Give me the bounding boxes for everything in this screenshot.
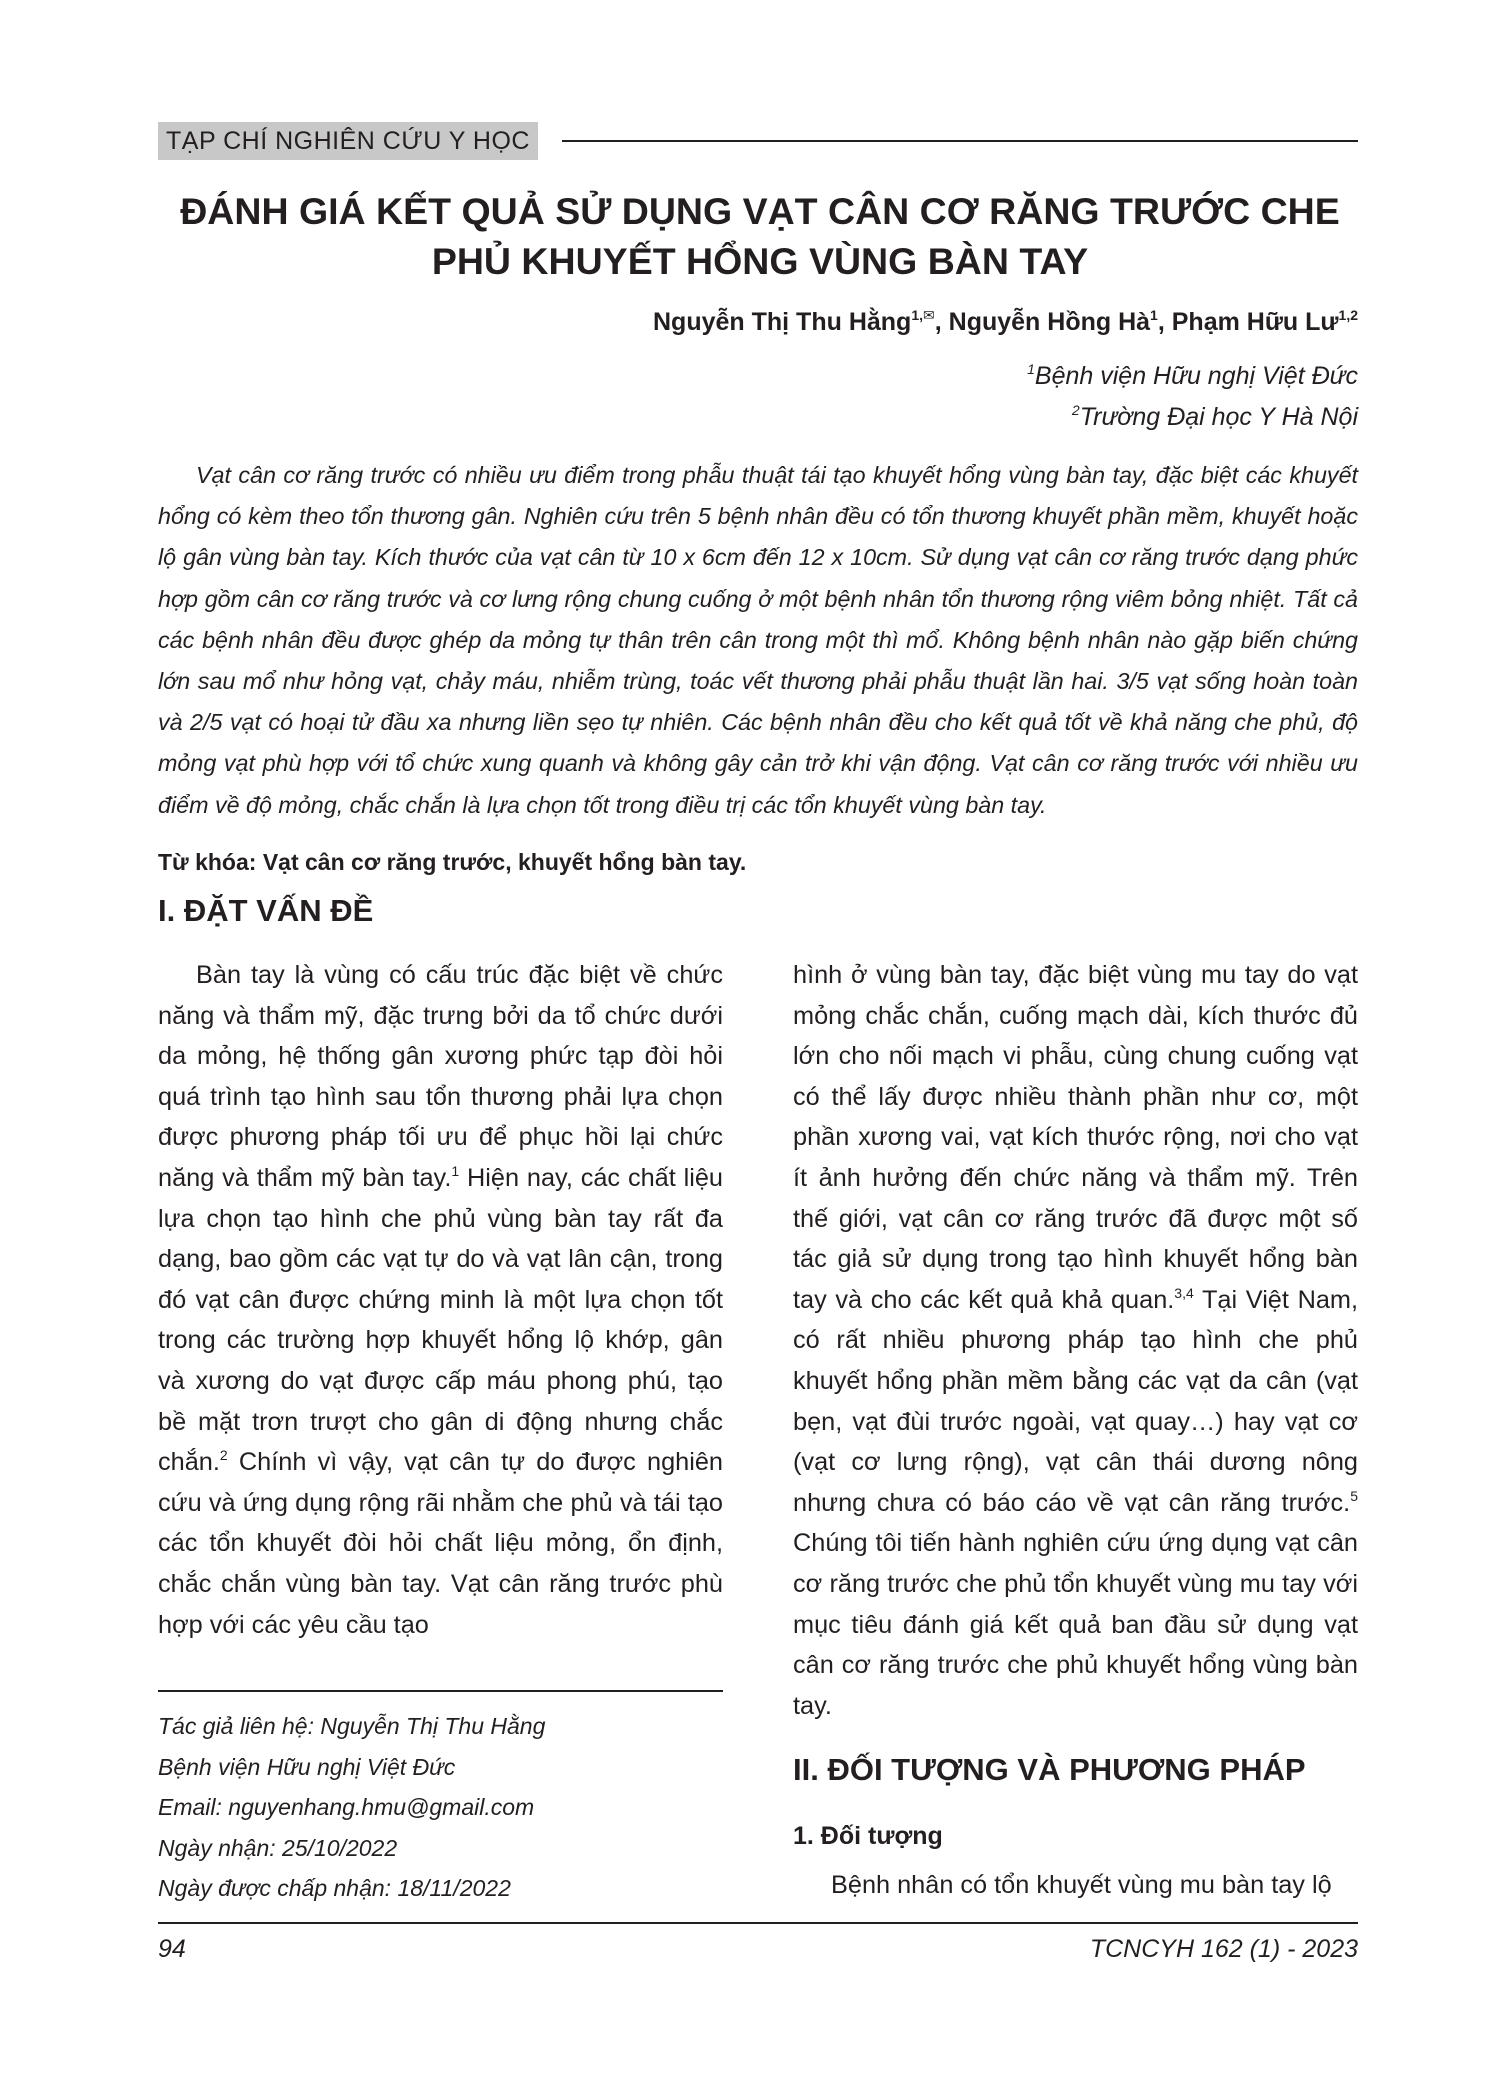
left-column-text [158, 955, 723, 1645]
author-name: Nguyễn Thị Thu Hằng [653, 308, 912, 336]
title-line-1: ĐÁNH GIÁ KẾT QUẢ SỬ DỤNG VẠT CÂN CƠ RĂNG TRƯỚC CHE [180, 190, 1340, 232]
section-heading-introduction: I. ĐẶT VẤN ĐỀ [158, 893, 374, 928]
citation-mark: 3,4 [1174, 1284, 1194, 1301]
journal-name: TẠP CHÍ NGHIÊN CỨU Y HỌC [158, 122, 538, 160]
author-list [653, 307, 1358, 337]
footnote-line: Ngày nhận: 25/10/2022 [158, 1834, 398, 1861]
header-rule [562, 140, 1358, 142]
abstract: Vạt cân cơ răng trước có nhiều ưu điểm trong phẫu thuật tái tạo khuyết hổng vùng bàn tay, đặc biệt các khuyết hổng có kèm theo tổn thương gân. Nghiên cứu trên 5 bệnh nhân đều có tổn thương khuyết phần mềm, khuyết hoặc lộ gân vùng bàn tay. Kích thước của vạt cân từ 10 x 6cm đến 12 x 10cm. Sử dụng vạt cân cơ răng trước dạng phức hợp gồm cân cơ răng trước và cơ lưng rộng chung cuống ở một bệnh nhân tổn thương rộng viêm bỏng nhiệt. Tất cả các bệnh nhân đều được ghép da mỏng tự thân trên cân trong một thì mổ. Không bệnh nhân nào gặp biến chứng lớn sau mổ như hỏng vạt, chảy máu, nhiễm trùng, toác vết thương phải phẫu thuật lần hai. 3/5 vạt sống hoàn toàn và 2/5 vạt có hoại tử đầu xa nhưng liền sẹo tự nhiên. Các bệnh nhân đều cho kết quả tốt về khả năng che phủ, độ mỏng vạt phù hợp với tổ chức xung quanh và không gây cản trở khi vận động. Vạt cân cơ răng trước với nhiều ưu điểm về độ mỏng, chắc chắn là lựa chọn tốt trong điều trị các tổn khuyết vùng bàn tay. [158, 462, 1358, 818]
affiliation-mark: 1 [1027, 361, 1035, 377]
title-line-2: PHỦ KHUYẾT HỔNG VÙNG BÀN TAY [431, 240, 1089, 282]
section-heading-methods: II. ĐỐI TƯỢNG VÀ PHƯƠNG PHÁP [793, 1752, 1306, 1787]
paragraph-text: Bàn tay là vùng có cấu trúc đặc biệt về chức năng và thẩm mỹ, đặc trưng bởi da tổ chức dưới da mỏng, hệ thống gân xương phức tạp đòi hỏi quá trình tạo hình sau tổn thương phải lựa chọn được phương pháp tối ưu để phục hồi lại chức năng và thẩm mỹ bàn tay. [158, 961, 723, 1192]
affiliation-mark: 2 [1071, 402, 1080, 418]
affiliation-1 [1027, 361, 1358, 391]
author-name: Nguyễn Hồng Hà [948, 308, 1151, 336]
author-affiliation-mark: 1,✉ [911, 307, 935, 323]
right-column-text [793, 955, 1358, 1726]
paragraph-text: Hiện nay, các chất liệu lựa chọn tạo hình che phủ vùng bàn tay rất đa dạng, bao gồm các vạt tự do và vạt lân cận, trong đó vạt cân được chứng minh là một lựa chọn tốt trong các trường hợp khuyết hổng lộ khớp, gân và xương do vạt được cấp máu phong phú, tạo bề mặt trơn trượt cho gân di động nhưng chắc chắn. [158, 1163, 723, 1477]
author-affiliation-mark: 1 [1150, 307, 1158, 323]
paragraph-text: Chúng tôi tiến hành nghiên cứu ứng dụng vạt cân cơ răng trước che phủ tổn khuyết vùng mu tay với mục tiêu đánh giá kết quả ban đầu sử dụng vạt cân cơ răng trước che phủ khuyết hổng vùng bàn tay. [793, 1529, 1358, 1720]
footer-rule [158, 1922, 1358, 1924]
affiliation-2 [1072, 402, 1358, 432]
subsection-heading-subjects: 1. Đối tượng [793, 1822, 943, 1850]
corresponding-author-note [158, 1706, 723, 1909]
footnote-line: Bệnh viện Hữu nghị Việt Đức [158, 1753, 456, 1780]
paragraph-text: Chính vì vậy, vạt cân tự do được nghiên cứu và ứng dụng rộng rãi nhằm che phủ và tái tạo các tổn khuyết đòi hỏi chất liệu mỏng, ổn định, chắc chắn vùng bàn tay. Vạt cân răng trước phù hợp với các yêu cầu tạo [158, 1448, 723, 1639]
journal-issue: TCNCYH 162 (1) - 2023 [1089, 1935, 1358, 1963]
citation-mark: 5 [1350, 1487, 1358, 1504]
author-separator: , [934, 308, 949, 336]
journal-header [158, 122, 1358, 160]
article-title [120, 186, 1400, 286]
footnote-rule [158, 1690, 723, 1692]
citation-mark: 2 [219, 1447, 228, 1464]
page-number: 94 [158, 1935, 186, 1963]
affiliation-text: Bệnh viện Hữu nghị Việt Đức [1034, 362, 1358, 390]
citation-mark: 1 [451, 1162, 460, 1179]
footnote-line: Tác giả liên hệ: Nguyễn Thị Thu Hằng [158, 1713, 546, 1739]
paragraph-text: hình ở vùng bàn tay, đặc biệt vùng mu tay do vạt mỏng chắc chắn, cuống mạch dài, kích thước đủ lớn cho nối mạch vi phẫu, cùng chung cuống vạt có thể lấy được nhiều thành phần như cơ, một phần xương vai, vạt kích thước rộng, nơi cho vạt ít ảnh hưởng đến chức năng và thẩm mỹ. Trên thế giới, vạt cân cơ răng trước đã được một số tác giả sử dụng trong tạo hình khuyết hổng bàn tay và cho các kết quả khả quan. [793, 961, 1358, 1314]
footnote-line: Email: nguyenhang.hmu@gmail.com [158, 1794, 535, 1820]
author-name: Phạm Hữu Lư [1171, 308, 1339, 336]
author-separator: , [1157, 308, 1172, 336]
affiliation-text: Trường Đại học Y Hà Nội [1079, 403, 1358, 431]
paragraph-text: Tại Việt Nam, có rất nhiều phương pháp tạo hình che phủ khuyết hổng phần mềm bằng các vạt da cân (vạt bẹn, vạt đùi trước ngoài, vạt quay…) hay vạt cơ (vạt cơ lưng rộng), vạt cân thái dương nông nhưng chưa có báo cáo về vạt cân răng trước. [793, 1285, 1359, 1517]
subjects-text: Bệnh nhân có tổn khuyết vùng mu bàn tay lộ [831, 1871, 1332, 1899]
author-affiliation-mark: 1,2 [1338, 307, 1358, 323]
keywords: Từ khóa: Vạt cân cơ răng trước, khuyết hổng bàn tay. [158, 849, 747, 875]
footnote-line: Ngày được chấp nhận: 18/11/2022 [158, 1875, 511, 1901]
